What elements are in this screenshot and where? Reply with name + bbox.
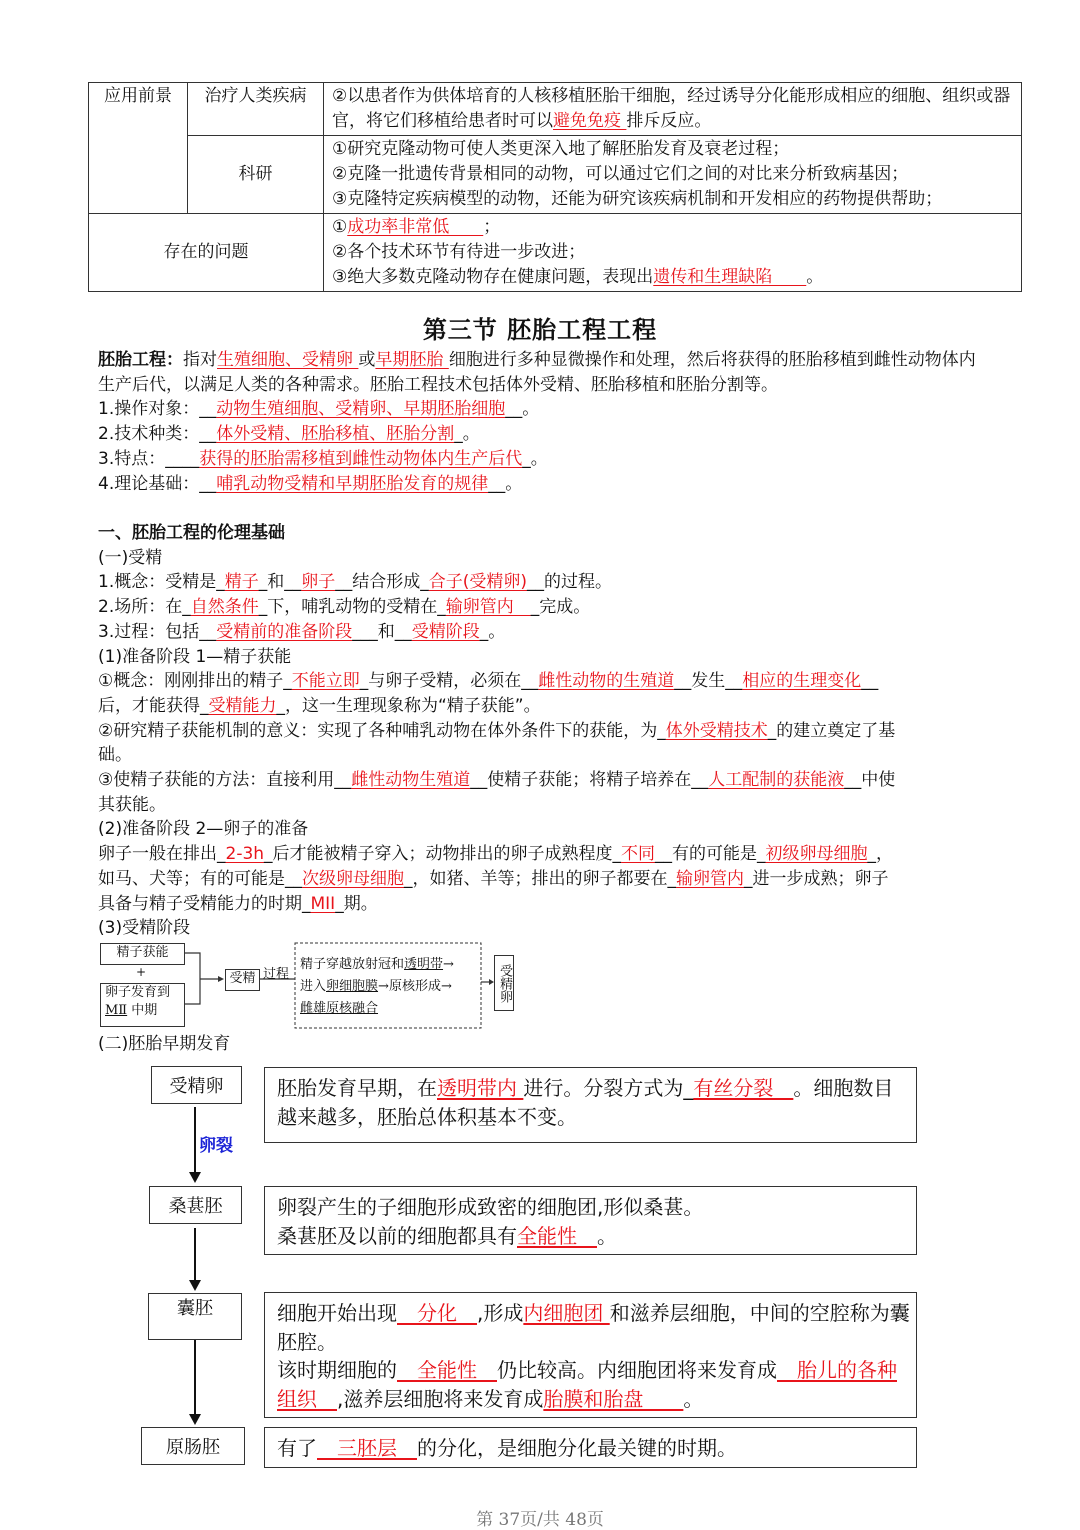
answer-text: 受精能力 xyxy=(208,695,277,716)
text: 该时期细胞的 xyxy=(277,1358,397,1382)
process-label: 过程 xyxy=(263,967,290,982)
text-line xyxy=(98,546,988,571)
table-cell-treatment-desc xyxy=(324,83,1022,136)
text: 。细胞数目越来越多，胚胎总体积基本不变。 xyxy=(277,1076,894,1129)
answer-text: 避免免疫 xyxy=(553,111,627,131)
text-line xyxy=(332,215,1013,240)
text: 细胞进行多种显微操作和处理，然后将获得的胚胎移植到雌性动物体内生产后代，以满足人类的各种需求。胚胎工程技术包括体外受精、胚胎移植和胚胎分割等。 xyxy=(98,350,976,395)
text: __有的可能是_ xyxy=(655,844,766,865)
text: __使精子获能；将精子培养在__ xyxy=(470,770,709,791)
text: 2.场所：在_ xyxy=(98,597,191,618)
text: ___和__ xyxy=(352,621,412,642)
egg-stage-mii: MⅡ xyxy=(105,1003,128,1018)
text: ； xyxy=(483,217,501,237)
fertilization-box: 受精 xyxy=(225,969,260,991)
text-line xyxy=(332,187,1013,212)
text: 。 xyxy=(806,267,824,287)
table-cell-research: 科研 xyxy=(188,136,324,214)
text: __的过程。 xyxy=(527,572,612,593)
text: 排斥反应。 xyxy=(626,111,712,131)
text: __。 xyxy=(488,473,523,494)
text: __。 xyxy=(505,399,540,420)
text: 。 xyxy=(597,1223,617,1248)
answer-text: 有丝分裂 xyxy=(693,1076,794,1100)
answer-text: 相应的生理变化 xyxy=(742,671,862,692)
text: ,形成 xyxy=(477,1301,524,1325)
text: ① xyxy=(332,217,348,237)
text: 和滋养层细胞，中间的空腔称为囊胚腔。 xyxy=(277,1301,910,1354)
text-line xyxy=(98,892,988,917)
text-line xyxy=(277,1222,910,1251)
table-cell-research-desc xyxy=(324,136,1022,214)
text-line xyxy=(277,1299,910,1356)
text-line xyxy=(277,1074,910,1131)
text: _完成。 xyxy=(530,597,591,618)
text: __ xyxy=(861,671,879,692)
text-line xyxy=(98,719,988,744)
cleavage-label: 卵裂 xyxy=(199,1136,233,1156)
part2-heading: (二)胚胎早期发育 xyxy=(98,1034,231,1054)
answer-text: 内细胞团 xyxy=(523,1301,610,1325)
text: _和__ xyxy=(258,572,302,593)
text: _， xyxy=(867,844,894,865)
cloning-application-table xyxy=(88,82,1022,292)
text: ③绝大多数克隆动物存在健康问题，表现出 xyxy=(332,267,654,287)
intro-block xyxy=(98,348,988,496)
text-line xyxy=(98,743,988,768)
answer-text: 输卵管内 xyxy=(676,868,744,889)
text-line xyxy=(277,1193,910,1222)
plus-sign: + xyxy=(136,965,147,979)
answer-text: 胎膜和胎盘 xyxy=(543,1386,684,1411)
section-title: 第三节 胚胎工程工程 xyxy=(422,316,658,344)
text: 的分化，是细胞分化最关键的时期。 xyxy=(417,1436,737,1460)
text-line xyxy=(98,842,988,867)
stage-blastocyst: 囊胚 xyxy=(148,1293,242,1340)
part1-block xyxy=(98,521,988,941)
text: _下，哺乳动物的受精在_ xyxy=(258,597,446,618)
text: ③克隆特定疾病模型的动物，还能为研究该疾病机制和开发相应的药物提供帮助； xyxy=(332,189,943,209)
page-number: 第 37页/共 48页 xyxy=(476,1510,604,1530)
text: 其获能。 xyxy=(98,794,166,815)
text-line xyxy=(98,422,988,447)
table-cell-treatment: 治疗人类疾病 xyxy=(188,83,324,136)
text: _与卵子受精，必须在__ xyxy=(359,671,539,692)
text: 4.理论基础：__ xyxy=(98,473,217,494)
text-line xyxy=(332,162,1013,187)
blastocyst-description xyxy=(264,1292,917,1418)
text: _。 xyxy=(522,448,548,469)
step2-text: 进入 xyxy=(300,979,327,994)
text: _。 xyxy=(454,424,480,445)
text-line xyxy=(277,1434,910,1463)
stage-morula: 桑葚胚 xyxy=(149,1186,242,1224)
text: _。 xyxy=(479,621,506,642)
text-line xyxy=(98,570,988,595)
answer-text: 合子(受精卵) xyxy=(428,572,527,593)
morula-description xyxy=(264,1186,917,1255)
stage-zygote: 受精卵 xyxy=(151,1066,242,1104)
text: 卵裂产生的子细胞形成致密的细胞团,形似桑葚。 xyxy=(277,1195,704,1219)
term-label: 胚胎工程： xyxy=(98,350,183,370)
text-line xyxy=(98,669,988,694)
text: 础。 xyxy=(98,745,132,766)
answer-text: 卵子 xyxy=(301,572,336,593)
text: 桑葚胚及以前的细胞都具有 xyxy=(277,1223,517,1248)
answer-text: 全能性 xyxy=(397,1358,497,1382)
text: __发生__ xyxy=(674,671,743,692)
arrow-line xyxy=(194,1107,196,1173)
text: __中使 xyxy=(844,770,896,791)
definition-paragraph xyxy=(98,348,988,397)
text-line xyxy=(98,620,988,645)
text: ②以患者作为供体培育的人核移植胚胎干细胞，经过诱导分化能形成相应的细胞、组织或器官，将它们移植给患者时可以 xyxy=(332,86,1011,131)
answer-text: 次级卵母细胞 xyxy=(302,868,404,889)
text: _后才能被精子穿入；动物排出的卵子成熟程度_ xyxy=(264,844,622,865)
text-line xyxy=(98,595,988,620)
answer-text: 雌性动物的生殖道 xyxy=(538,671,675,692)
text: 1.概念：受精是_ xyxy=(98,572,225,593)
text: (一)受精 xyxy=(98,547,163,568)
text: 卵子一般在排出_ xyxy=(98,844,226,865)
arrow-down-icon xyxy=(189,1172,201,1183)
step3: 雌雄原核融合 xyxy=(300,1001,379,1016)
text: _，如猪、羊等；排出的卵子都要在_ xyxy=(404,868,676,889)
zona-pellucida: 透明带 xyxy=(404,957,444,972)
text-line xyxy=(98,447,988,472)
text: _的建立奠定了基 xyxy=(767,720,896,741)
answer-text: 不能立即 xyxy=(291,671,360,692)
answer-text: 分化 xyxy=(397,1301,477,1325)
answer-text: 受精阶段 xyxy=(411,621,480,642)
answer-text: 体外受精、胚胎移植、胚胎分割 xyxy=(216,424,455,445)
text-line xyxy=(98,694,988,719)
text: ②克隆一批遗传背景相同的动物，可以通过它们之间的对比来分析致病基因； xyxy=(332,164,909,184)
answer-text: 全能性 xyxy=(517,1223,597,1248)
arrow-line xyxy=(194,1340,196,1415)
text: (3)受精阶段 xyxy=(98,918,191,939)
text: ②研究精子获能机制的意义：实现了各种哺乳动物在体外条件下的获能，为_ xyxy=(98,720,666,741)
answer-text: 透明带内 xyxy=(437,1076,524,1100)
text: ③使精子获能的方法：直接利用__ xyxy=(98,770,352,791)
text-line xyxy=(98,397,988,422)
answer-text: 精子 xyxy=(224,572,259,593)
arrow-down-icon xyxy=(189,1414,201,1425)
text: _期。 xyxy=(335,893,378,914)
text: 后，才能获得_ xyxy=(98,695,209,716)
text-line xyxy=(277,1356,910,1413)
text: _进一步成熟；卵子 xyxy=(744,868,889,889)
answer-text: 不同 xyxy=(621,844,656,865)
text: 指对 xyxy=(183,350,217,370)
step1: 精子穿越放射冠和透明带→ xyxy=(300,957,454,972)
text: 如马、犬等；有的可能是__ xyxy=(98,868,302,889)
arrow-down-icon xyxy=(189,1280,201,1291)
intro-items xyxy=(98,397,988,496)
step1-text: 精子穿越放射冠和 xyxy=(300,957,405,972)
text-line xyxy=(332,240,1013,265)
answer-text: 自然条件 xyxy=(190,597,259,618)
answer-text: 三胚层 xyxy=(317,1436,417,1460)
answer-text: 雌性动物生殖道 xyxy=(351,770,471,791)
text: 细胞开始出现 xyxy=(277,1301,397,1325)
text: 具备与精子受精能力的时期_ xyxy=(98,893,311,914)
zygote-description xyxy=(264,1067,917,1143)
text: 2.技术种类：__ xyxy=(98,424,217,445)
text: 。 xyxy=(683,1386,704,1411)
step2: 进入卵细胞膜→原核形成→ xyxy=(300,979,452,994)
pronucleus-formation: 原核形成 xyxy=(388,979,441,994)
answer-text: 遗传和生理缺陷 xyxy=(653,267,807,287)
text-line xyxy=(98,916,988,941)
table-cell-application: 应用前景 xyxy=(89,83,188,214)
answer-text: 胎儿的各种组织 xyxy=(277,1358,897,1411)
text-line xyxy=(332,265,1013,290)
answer-text: 生殖细胞、受精卵 xyxy=(217,350,359,370)
text: (2)准备阶段 2—卵子的准备 xyxy=(98,819,309,840)
text: 或 xyxy=(358,350,376,370)
fertilization-diagram xyxy=(98,940,528,1032)
table-cell-problems: 存在的问题 xyxy=(89,214,324,292)
answer-text: 受精前的准备阶段 xyxy=(216,621,353,642)
text-line xyxy=(98,817,988,842)
text: 仍比较高。内细胞团将来发育成 xyxy=(497,1358,777,1382)
text-line xyxy=(98,472,988,497)
answer-text: MII xyxy=(310,893,336,914)
text: 3.过程：包括__ xyxy=(98,621,217,642)
answer-text: 2-3h xyxy=(225,844,265,865)
answer-text: 人工配制的获能液 xyxy=(708,770,845,791)
text-line xyxy=(98,793,988,818)
text: (1)准备阶段 1—精子获能 xyxy=(98,646,292,667)
text-line xyxy=(98,867,988,892)
text: 1.操作对象：__ xyxy=(98,399,217,420)
answer-text: 体外受精技术 xyxy=(665,720,768,741)
text: 3.特点：____ xyxy=(98,448,200,469)
egg-membrane: 卵细胞膜 xyxy=(326,979,379,994)
text: ①概念：刚刚排出的精子_ xyxy=(98,671,292,692)
text: __结合形成_ xyxy=(335,572,429,593)
answer-text: 成功率非常低 xyxy=(347,217,484,237)
answer-text: 动物生殖细胞、受精卵、早期胚胎细胞 xyxy=(216,399,506,420)
part1-lines xyxy=(98,546,988,941)
gastrula-description xyxy=(264,1427,917,1468)
answer-text: 哺乳动物受精和早期胚胎发育的规律 xyxy=(216,473,489,494)
stage-gastrula: 原肠胚 xyxy=(141,1427,245,1465)
text: ②各个技术环节有待进一步改进； xyxy=(332,242,586,262)
answer-text: 早期胚胎 xyxy=(375,350,449,370)
zygote-box: 受精卵 xyxy=(494,955,514,1011)
capacitation-box: 精子获能 xyxy=(100,943,185,965)
text: 有了 xyxy=(277,1436,317,1460)
answer-text: 获得的胚胎需移植到雌性动物体内生产后代 xyxy=(199,448,523,469)
text-line xyxy=(98,645,988,670)
text: 进行。分裂方式为_ xyxy=(523,1076,694,1100)
arrow-line xyxy=(194,1228,196,1280)
text-line xyxy=(98,768,988,793)
part1-heading: 一、胚胎工程的伦理基础 xyxy=(98,523,285,543)
text: _，这一生理现象称为“精子获能”。 xyxy=(276,695,541,716)
egg-line1: 卵子发育到 xyxy=(105,985,171,1000)
answer-text: 初级卵母细胞 xyxy=(765,844,868,865)
text: ,滋养层细胞将来发育成 xyxy=(337,1386,544,1411)
answer-text: 输卵管内 xyxy=(445,597,531,618)
text: 胚胎发育早期，在 xyxy=(277,1076,437,1100)
text: ①研究克隆动物可使人类更深入地了解胚胎发育及衰老过程； xyxy=(332,139,790,159)
text-line xyxy=(332,137,1013,162)
egg-stage-label: 中期 xyxy=(131,1003,158,1018)
table-cell-problems-desc xyxy=(324,214,1022,292)
